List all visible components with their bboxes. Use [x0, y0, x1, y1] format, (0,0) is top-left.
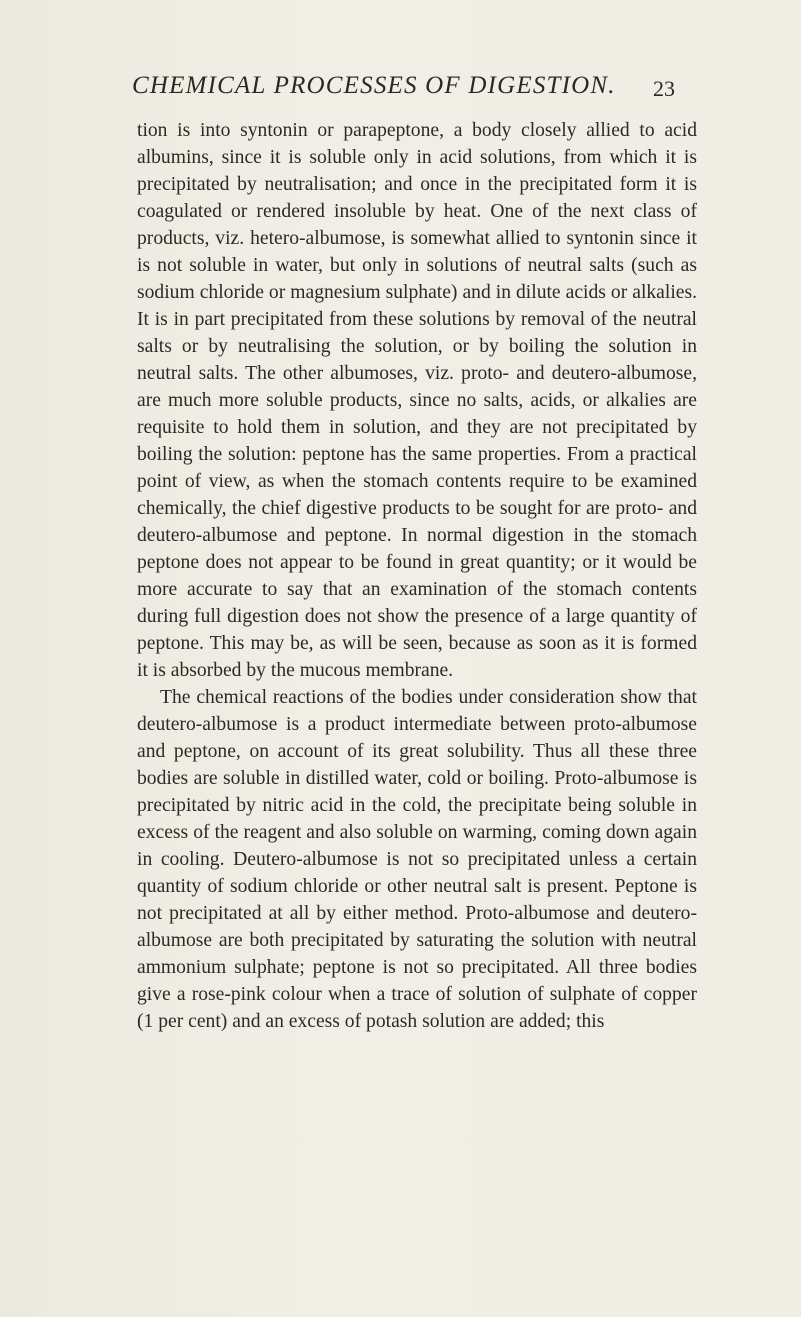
running-title: CHEMICAL PROCESSES OF DIGESTION. [132, 72, 616, 99]
paragraph-chemical-reactions: The chemical reactions of the bodies under consideration show that deutero-albumose is a product intermediate between proto-albumose and peptone, on account of its great solubility. Thus all these three bodies are soluble in distilled water, cold or boiling. Proto-albumose is precipitated by nitric acid in the cold, the precipitate being soluble in excess of the reagent and also soluble on warming, coming down again in cooling. Deutero-albumose is not so precipitated unless a certain quantity of sodium chloride or other neutral salt is present. Peptone is not precipitated at all by either method. Proto-albumose and deutero-albumose are both precipitated by saturating the solution with neutral ammonium sulphate; peptone is not so precipitated. All three bodies give a rose-pink colour when a trace of solution of sulphate of copper (1 per cent) and an excess of potash solution are added; this [137, 687, 697, 1032]
page-header [120, 72, 675, 104]
page-number: 23 [653, 76, 675, 101]
body-text [137, 117, 697, 1035]
paragraph-continuation: tion is into syntonin or parapeptone, a body closely allied to acid albumins, since it is soluble only in acid solutions, from which it is precipitated by neutralisation; and once in the precipitated form it is coagulated or rendered insoluble by heat. One of the next class of products, viz. hetero-albumose, is somewhat allied to syntonin since it is not soluble in water, but only in solutions of neutral salts (such as sodium chloride or magnesium sulphate) and in dilute acids or alkalies. It is in part precipitated from these solutions by removal of the neutral salts or by neutralising the solution, or by boiling the solution in neutral salts. The other albumoses, viz. proto- and deutero-albumose, are much more soluble products, since no salts, acids, or alkalies are requisite to hold them in solution, and they are not precipitated by boiling the solution: peptone has the same properties. From a practical point of view, as when the stomach contents require to be examined chemically, the chief digestive products to be sought for are proto- and deutero-albumose and peptone. In normal digestion in the stomach peptone does not appear to be found in great quantity; or it would be more accurate to say that an examination of the stomach contents during full digestion does not show the presence of a large quantity of peptone. This may be, as will be seen, because as soon as it is formed it is absorbed by the mucous membrane. [137, 120, 697, 681]
